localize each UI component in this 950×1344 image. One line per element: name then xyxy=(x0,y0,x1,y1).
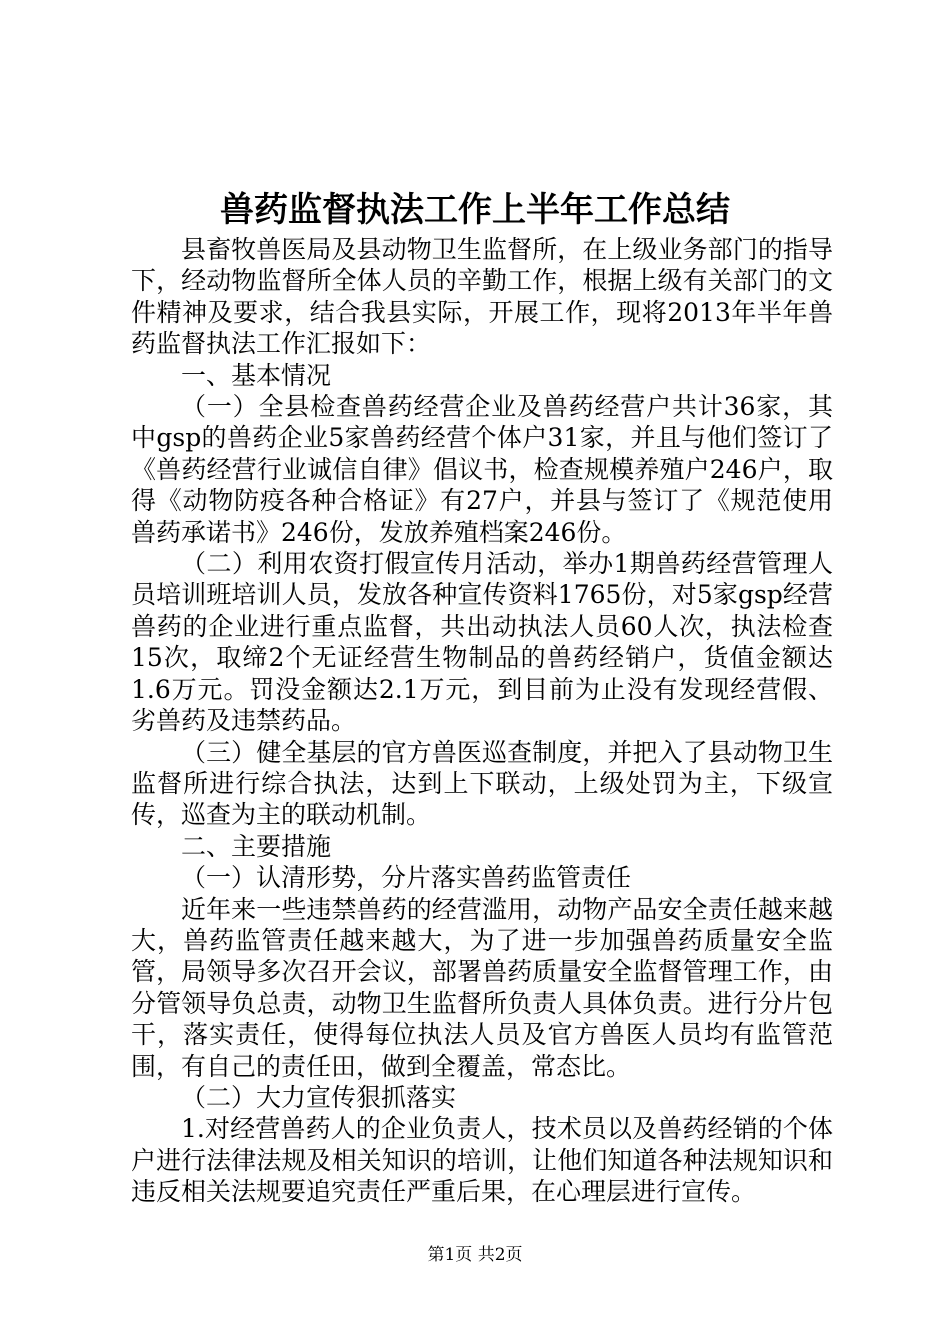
page-number-footer: 第1页 共2页 xyxy=(427,1245,523,1265)
section-heading-basic-situation: 一、基本情况 xyxy=(181,360,332,390)
paragraph-basic-2: （二）利用农资打假宣传月活动，举办1期兽药经营管理人员培训班培训人员，发放各种宣传资料1765份，对5家gsp经营兽药的企业进行重点监督，共出动执法人员60人次，执法检查15次，取缔2个无证经营生物制品的兽药经销户，货值金额达1.6万元。罚没金额达2.1万元，到目前为止没有发现经营假、劣兽药及违禁药品。 xyxy=(131,549,833,736)
document-body xyxy=(131,234,833,1208)
subheading-measure-2: （二）大力宣传狠抓落实 xyxy=(181,1082,457,1112)
document-title: 兽药监督执法工作上半年工作总结 xyxy=(220,190,730,230)
subheading-measure-1: （一）认清形势，分片落实兽药监管责任 xyxy=(181,863,632,893)
paragraph-basic-1: （一）全县检查兽药经营企业及兽药经营户共计36家，其中gsp的兽药企业5家兽药经营个体户31家，并且与他们签订了《兽药经营行业诚信自律》倡议书，检查规模养殖户246户，取得《动物防疫各种合格证》有27户，并县与签订了《规范使用兽药承诺书》246份，发放养殖档案246份。 xyxy=(131,392,833,547)
section-heading-main-measures: 二、主要措施 xyxy=(181,831,332,861)
paragraph-intro: 县畜牧兽医局及县动物卫生监督所，在上级业务部门的指导下，经动物监督所全体人员的辛勤工作，根据上级有关部门的文件精神及要求，结合我县实际，开展工作，现将2013年半年兽药监督执法工作汇报如下： xyxy=(131,235,833,359)
paragraph-basic-3: （三）健全基层的官方兽医巡查制度，并把入了县动物卫生监督所进行综合执法，达到上下联动，上级处罚为主，下级宣传，巡查为主的联动机制。 xyxy=(131,737,833,830)
paragraph-measure-1: 近年来一些违禁兽药的经营滥用，动物产品安全责任越来越大，兽药监管责任越来越大，为了进一步加强兽药质量安全监管，局领导多次召开会议，部署兽药质量安全监督管理工作，由分管领导负总责，动物卫生监督所负责人具体负责。进行分片包干，落实责任，使得每位执法人员及官方兽医人员均有监管范围，有自己的责任田，做到全覆盖，常态比。 xyxy=(131,894,833,1081)
paragraph-measure-2-item-1: 1.对经营兽药人的企业负责人，技术员以及兽药经销的个体户进行法律法规及相关知识的培训，让他们知道各种法规知识和违反相关法规要追究责任严重后果，在心理层进行宣传。 xyxy=(131,1114,833,1207)
